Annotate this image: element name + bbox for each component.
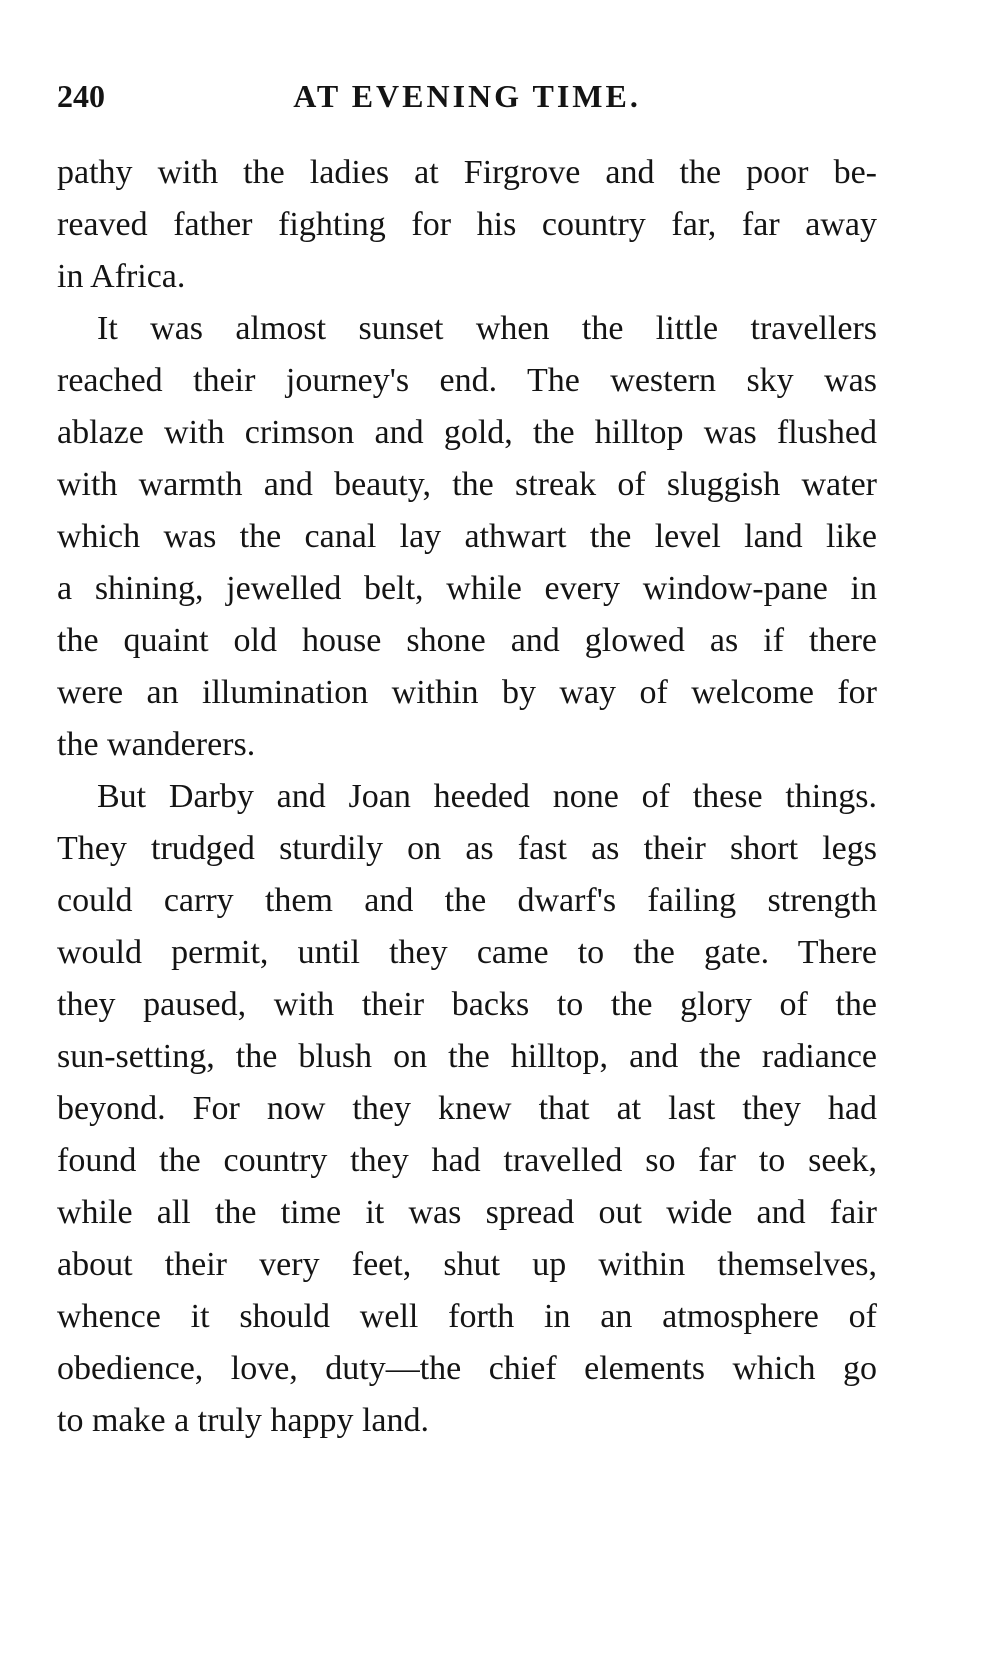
text-line: would permit, until they came to the gate. There — [57, 934, 877, 971]
text-line: ablaze with crimson and gold, the hilltop was flushed — [57, 414, 877, 451]
page-header — [57, 78, 877, 128]
text-line: sun-setting, the blush on the hilltop, and the radiance — [57, 1038, 877, 1075]
text-line: with warmth and beauty, the streak of sluggish water — [57, 466, 877, 503]
text-line: while all the time it was spread out wide and fair — [57, 1194, 877, 1231]
paragraph — [57, 771, 877, 1447]
text-line: It was almost sunset when the little travellers — [97, 310, 877, 347]
text-line: obedience, love, duty—the chief elements which go — [57, 1350, 877, 1387]
text-line: the quaint old house shone and glowed as if there — [57, 622, 877, 659]
paragraph — [57, 303, 877, 771]
text-line: about their very feet, shut up within themselves, — [57, 1246, 877, 1283]
text-line: reached their journey's end. The western sky was — [57, 362, 877, 399]
text-line: which was the canal lay athwart the level land like — [57, 518, 877, 555]
text-line: a shining, jewelled belt, while every window-pane in — [57, 570, 877, 607]
text-line: They trudged sturdily on as fast as their short legs — [57, 830, 877, 867]
text-line: reaved father fighting for his country far, far away — [57, 206, 877, 243]
text-line: beyond. For now they knew that at last they had — [57, 1090, 877, 1127]
page-number: 240 — [57, 78, 105, 114]
text-line: But Darby and Joan heeded none of these things. — [97, 778, 877, 815]
running-head: AT EVENING TIME. — [293, 78, 641, 114]
text-line: pathy with the ladies at Firgrove and the poor be- — [57, 154, 877, 191]
text-line: to make a truly happy land. — [57, 1402, 430, 1439]
text-line: in Africa. — [57, 258, 186, 295]
text-line: could carry them and the dwarf's failing strength — [57, 882, 877, 919]
paragraph — [57, 147, 877, 303]
text-line: whence it should well forth in an atmosphere of — [57, 1298, 877, 1335]
text-line: were an illumination within by way of welcome for — [57, 674, 877, 711]
body-text — [57, 147, 877, 1447]
text-line: the wanderers. — [57, 726, 256, 763]
text-line: they paused, with their backs to the glory of the — [57, 986, 877, 1023]
text-line: found the country they had travelled so far to seek, — [57, 1142, 877, 1179]
